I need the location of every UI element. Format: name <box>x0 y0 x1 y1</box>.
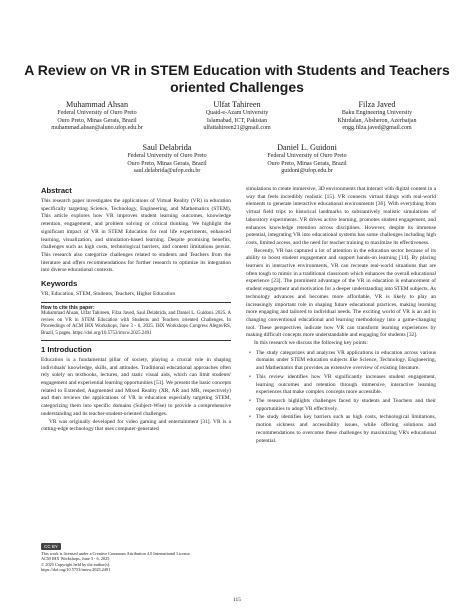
author-block-2 <box>162 100 312 133</box>
license-block <box>41 543 231 573</box>
author-email: engg.filza.javed@gmail.com <box>342 125 412 132</box>
license-doi: https://doi.org/10.5753/imxw.2025.2491 <box>41 567 111 573</box>
author-location: Khirdalan, Absheron, Azerbaijan <box>337 117 417 124</box>
author-affiliation: Federal University of Ouro Preto <box>267 153 347 159</box>
license-copyright: © 2025 Copyright held by the author(s). <box>41 561 111 567</box>
abstract-text: This research paper investigates the applications of Virtual Reality (VR) in education specifically targeting Science, Technology, Engineering, and Mathematics (STEM). This article explores how VR improves student learning outcomes, knowledge retention, engagement, and problem solving or critical thinking. We highlight the significant impact of VR in STEM Education for real life experiments, enhanced learning, visualization, and simulation-based learning. Despite promising benefits, challenges such as high costs, technological barriers, and content limitations persist. This research also categorize challenges related to students and Teachers from the literature and offers recommendations for further research to optimize its integration into diverse educational contexts. <box>41 198 231 274</box>
page-number: 115 <box>232 597 242 603</box>
abstract-heading: Abstract <box>41 186 72 195</box>
author-location: Ouro Preto, Minas Gerais, Brazil <box>267 160 347 167</box>
author-location: Ouro Preto, Minas Gerais, Brazil <box>57 117 137 124</box>
introduction-heading: 1 Introduction <box>41 344 92 354</box>
author-name: Ulfat Tahireen <box>213 100 261 109</box>
author-name: Filza Javed <box>358 100 396 109</box>
author-affiliation: Federal University of Ouro Preto <box>127 153 207 159</box>
author-name: Daniel L. Guidoni <box>277 143 337 152</box>
paper-title: A Review on VR in STEM Education with Students and Teachers oriented Challenges <box>24 62 450 95</box>
body-paragraph-1: simulations to create immersive, 3D environments that interact with digital content in a way that feels incredibly realistic [15]. VR connects virtual things with real-world elements to generate interactive educational environments [36]. With everything from virtual field trips to historical landmarks to substantively realistic simulations of laboratory experiments. VR drives active learning, promotes student engagement, and enhances knowledge retention across disciplines. However, despite its immense potential, integrating VR into educational systems has some challenges including high costs, limited access, and the need for teacher training to maximize its effectiveness. <box>246 186 436 246</box>
introduction-paragraph-1: Education is a fundamental pillar of society, playing a crucial role in shaping individuals' knowledge, skills, and attitudes. Traditional educational approaches often rely solely on textbooks, lectures, and static visual aids, which can limit students' engagement and experiential learning opportunities [51]. We present the basic concepts related to Extended, Augmented and Mixed Reality (XR, AR and MR, respectively) and then reviews the applications of VR in education especially targeting STEM, categorizing them into specific domains (Subject-Wise) to provide a comprehensive understanding and its teacher-student-oriented challenges. <box>41 356 231 417</box>
body-paragraph-3: In this research we discuss the following key points: <box>254 340 368 347</box>
author-location: Ouro Preto, Minas Gerais, Brazil <box>127 160 207 167</box>
citation-heading: How to cite this paper: <box>41 304 95 311</box>
author-block-5 <box>232 143 382 176</box>
cc-license-badge: CC BY <box>41 543 61 550</box>
keywords-text: VR, Education, STEM, Students, Teachers, Higher Education <box>41 291 176 298</box>
license-venue: ACM IHX Workshops, June 3 - 6, 2025 <box>41 556 110 562</box>
author-email: guidoni@ufop.edu.br <box>281 168 333 175</box>
list-item: • This review identifies how VR significantly increases student engagement, learning outcomes and retention through immersive, interactive learning experiences that make complex concepts more accessible. <box>256 374 436 397</box>
citation-text: Muhammad Ahsan, Ulfat Tahireen, Filza Javed, Saul Delabrida, and Daniel L. Guidoni. 2025. A review on VR in STEM Education with Students and Teachers oriented Challenges. In Proceedings of ACM IHX Workshops, June 3 - 6, 2025. IHX Workshops Congress Alegre/RS, Brazil, 5 pages. https://doi.org/10.5753/imxw.2025.2491 <box>41 311 231 336</box>
right-column <box>246 186 436 446</box>
author-affiliation: Quaid-e-Azam University <box>205 110 269 116</box>
author-email: muhammad.ahsan@aluno.ufop.edu.br <box>51 125 143 132</box>
key-points-list <box>246 350 436 445</box>
body-paragraph-2: Recently, VR has captured a lot of attention in the education sector because of its ability to boost student engagement and support hands-on learning [14]. By placing learners in interactive environments, VR can recreate real-world situations that are often tough to mimic in a traditional classroom which enhances the overall educational experience [23]. The prominent advantage of the VR in education is enhancement of student engagement and motivation for a deeper understanding into STEM subjects. As technology advances and becomes more affordable, VR is likely to play an increasingly important role in shaping future educational practices, making learning more engaging and tailored to individual needs. The exciting world of VR is an aid in changing conventional educational and learning methodology into a game-changing tool. These perspectives indicate how VR can transform learning experiences by making difficult concepts more understandable and engaging for students [32]. <box>246 247 436 339</box>
author-affiliation: Baku Engineering University <box>341 110 413 116</box>
left-column <box>41 186 231 434</box>
list-item: • The research highlights challenges faced by students and Teachers and their opportunities to adopt VR effectively. <box>256 398 436 413</box>
author-email: saul.delabrida@ufop.edu.br <box>133 168 201 175</box>
author-block-4 <box>92 143 242 176</box>
list-item: • The study identifies key barriers such as high costs, technological limitations, motion sickness and accessibility issues, while offering solutions and recommendations to overcome these challenges by maximizing VR's educational potential. <box>256 414 436 445</box>
keywords-heading: Keywords <box>41 279 78 289</box>
author-email: ulfattahireen21@gmail.com <box>203 125 271 132</box>
introduction-paragraph-2: VR was originally developed for video gaming and entertainment [31]. VR is a cutting-edge technology that uses computer-generated <box>41 418 231 433</box>
author-name: Muhammad Ahsan <box>65 100 129 109</box>
author-block-3 <box>302 100 452 133</box>
divider <box>41 340 231 341</box>
author-name: Saul Delabrida <box>142 143 192 152</box>
list-item: • The study categorizes and analyzes VR applications in education across various domains under STEM education subjects like Science, Technology, Engineering, and Mathematics that provides an extensive overview of existing literature. <box>256 350 436 373</box>
author-block-1 <box>22 100 172 133</box>
license-text: This work is licensed under a Creative Commons Attribution 4.0 International License. <box>41 551 191 556</box>
divider <box>41 302 231 303</box>
author-affiliation: Federal University of Ouro Preto <box>57 110 137 116</box>
author-location: Islamabad, ICT, Pakistan <box>206 117 268 124</box>
